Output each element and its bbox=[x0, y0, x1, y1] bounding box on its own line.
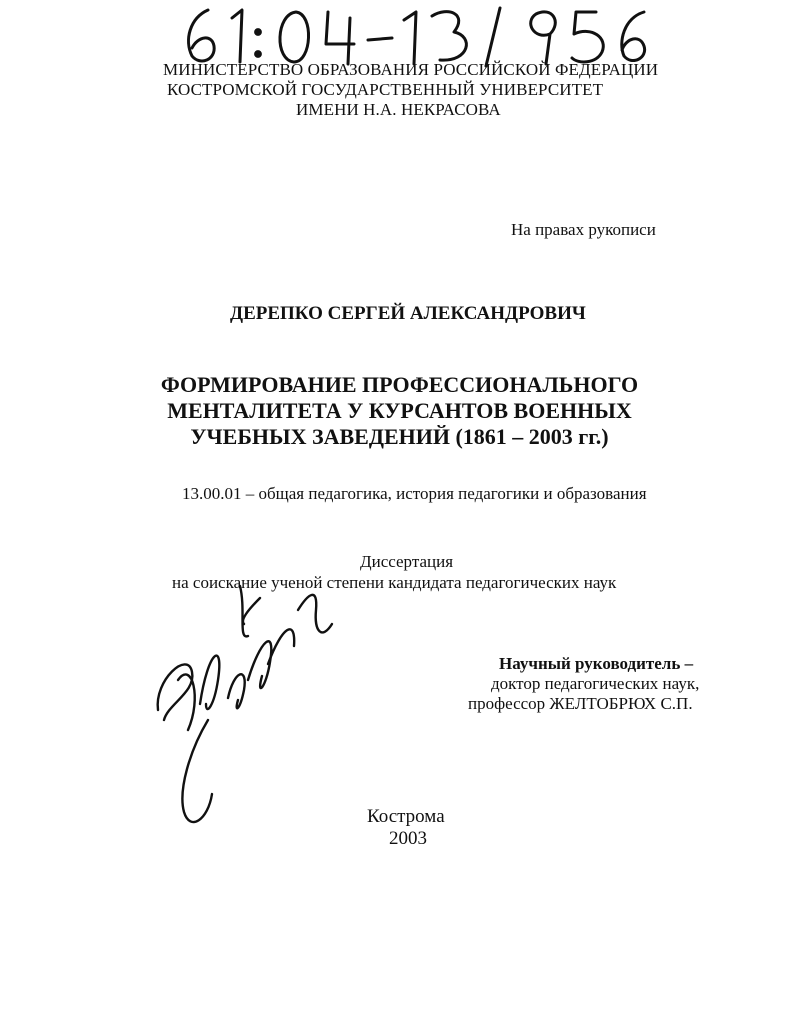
university-heading: КОСТРОМСКОЙ ГОСУДАРСТВЕННЫЙ УНИВЕРСИТЕТ bbox=[167, 80, 604, 99]
specialty-code: 13.00.01 – общая педагогика, история педагогики и образования bbox=[182, 484, 647, 503]
archive-number-handwritten bbox=[178, 4, 648, 68]
thesis-title-line-3: УЧЕБНЫХ ЗАВЕДЕНИЙ (1861 – 2003 гг.) bbox=[190, 424, 609, 449]
degree-statement: на соискание ученой степени кандидата педагогических наук bbox=[172, 573, 617, 592]
year: 2003 bbox=[389, 828, 427, 849]
supervisor-label: Научный руководитель – bbox=[499, 654, 694, 673]
signature-handwritten bbox=[148, 580, 348, 840]
manuscript-note: На правах рукописи bbox=[511, 220, 656, 239]
university-named-after: ИМЕНИ Н.А. НЕКРАСОВА bbox=[296, 100, 501, 119]
thesis-title-line-2: МЕНТАЛИТЕТА У КУРСАНТОВ ВОЕННЫХ bbox=[167, 398, 632, 423]
supervisor-degree: доктор педагогических наук, bbox=[491, 674, 700, 693]
supervisor-name: профессор ЖЕЛТОБРЮХ С.П. bbox=[468, 694, 693, 713]
dissertation-label: Диссертация bbox=[360, 552, 454, 571]
author-name: ДЕРЕПКО СЕРГЕЙ АЛЕКСАНДРОВИЧ bbox=[230, 303, 586, 324]
thesis-title-line-1: ФОРМИРОВАНИЕ ПРОФЕССИОНАЛЬНОГО bbox=[160, 372, 639, 397]
ministry-heading: МИНИСТЕРСТВО ОБРАЗОВАНИЯ РОССИЙСКОЙ ФЕДЕРАЦИИ bbox=[163, 60, 659, 79]
city: Кострома bbox=[367, 806, 445, 827]
